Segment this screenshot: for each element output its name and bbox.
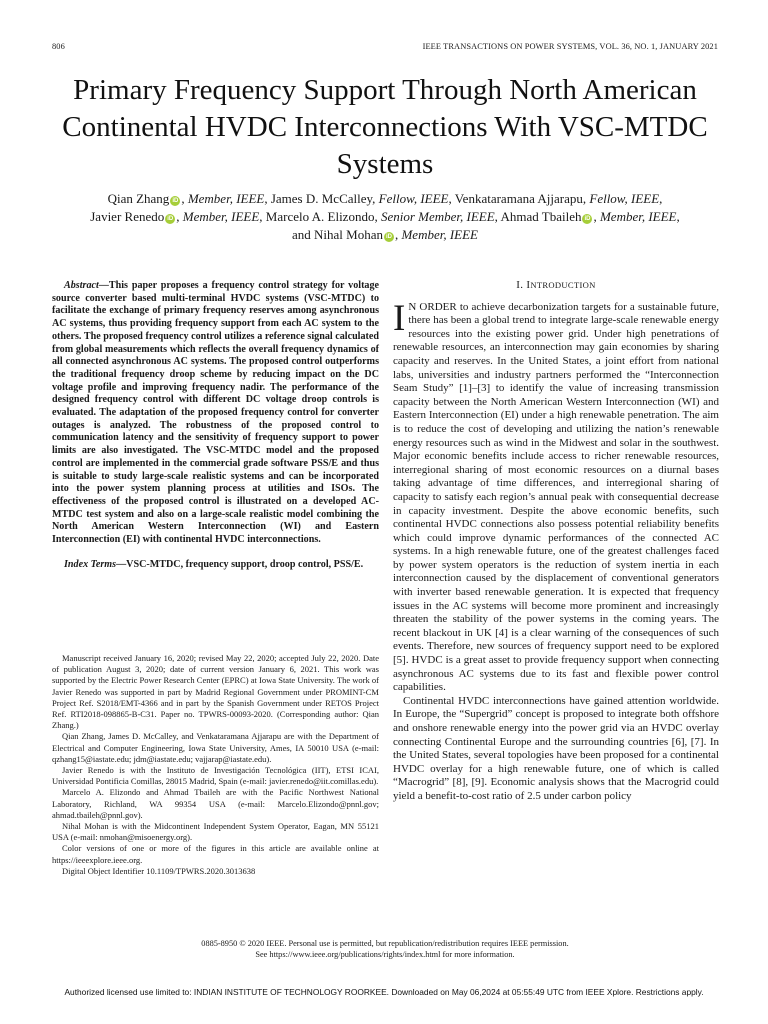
footnote: Marcelo A. Elizondo and Ahmad Tbaileh are with the Pacific Northwest National Laboratory, Richland, WA 99354 USA (e-mail: Marcelo.Elizondo@pnnl.gov; ahmad.tbaileh@pnnl.gov). (52, 787, 379, 820)
right-column (393, 279, 719, 804)
intro-paragraph: I N ORDER to achieve decarbonization targets for a sustainable future, there has been a global trend to integrate large-scale renewable energy resources into the existing power grid. Under high penetrations of renewable resources, an interconnection may gain economies by sharing capacity and reserves. In the United States, a joint effort from national labs, universities and industry partners performed the “Interconnection Seam Study” [1]–[3] to identify the value of increasing transmission capacity between the North American Western Interconnection (WI) and Eastern Interconnection (EI) under a high renewable penetration. The aim is to reduce the cost of developing and utilizing the nation’s renewable energy resources such as wind in the Midwest and solar in the southwest. Major economic benefits include access to richer renewable resources, interregional sharing of most economic resources on a diurnal bases taking advantage of time differences, and interregional sharing of capacity to satisfy each region’s annual peak with consequential decrease in capacity investment. Despite the above economic benefits, such continental HVDC connections also possess potential reliability benefits which could improve dynamic performances of the connected AC systems. In a high renewable future, one of the greatest challenges faced by power system operators is the reduction of system inertia in each interconnection caused by the displacement of conventional generators with inverter based renewable generation. It is expected that frequency issues in the AC systems will become more prominent and increasingly threaten the stability of the power systems in the coming years. The recent blackout in UK [4] is a clear warning of the consequences of such events. Therefore, new sources of frequency support need to be explored [5]. HVDC is a great asset to provide frequency support when connecting asynchronous AC systems due to its fast and flexible power control capabilities. (393, 297, 719, 694)
page-number: 806 (52, 42, 65, 51)
author: Javier Renedo iD , Member, IEEE, (90, 209, 266, 224)
author-list (40, 190, 730, 244)
author: Marcelo A. Elizondo, Senior Member, IEEE, (265, 209, 501, 224)
index-terms: Index Terms—VSC-MTDC, frequency support, droop control, PSS/E. (64, 558, 364, 570)
download-notice: Authorized licensed use limited to: INDIAN INSTITUTE OF TECHNOLOGY ROORKEE. Downloaded on May 06,2024 at 05:55:49 UTC from IEEE Xplore. Restrictions apply. (64, 987, 704, 997)
left-column (52, 280, 379, 571)
footnote: Manuscript received January 16, 2020; revised May 22, 2020; accepted July 22, 2020. Date of publication August 3, 2020; date of current version January 6, 2021. This work was supported by the Electric Power Research Center (EPRC) at Iowa State University. The work of Javier Renedo was supported in part by Madrid Regional Government under PROMINT-CM Project Ref. S2018/EMT-4366 and in part by the Spanish Government under RETOS Project Ref. RTI2018-098865-B-C31. Paper no. TPWRS-00093-2020. (Corresponding author: Qian Zhang.) (52, 653, 379, 731)
journal-header: IEEE TRANSACTIONS ON POWER SYSTEMS, VOL. 36, NO. 1, JANUARY 2021 (422, 42, 718, 51)
author: and Nihal Mohan iD , Member, IEEE (291, 227, 478, 242)
footnote: Digital Object Identifier 10.1109/TPWRS.2020.3013638 (62, 865, 256, 876)
orcid-icon[interactable]: iD (385, 234, 392, 240)
section-heading: I. INTRODUCTION (516, 279, 596, 291)
paper-title: Primary Frequency Support Through North American Continental HVDC Interconnections With VSC-MTDC Systems (62, 74, 708, 180)
author: Ahmad Tbaileh iD , Member, IEEE, (500, 209, 680, 224)
intro-paragraph: Continental HVDC interconnections have gained attention worldwide. In Europe, the “Supergrid” concept is proposed to integrate both offshore and onshore renewable energy into the power grid via an HVDC overlay connecting Continental Europe and the surrounding countries [6], [7]. In the United States, several topologies have been proposed for a continental HVDC overlay for a high renewable future, one of which is called “Macrogrid” [8], [9]. Economic analysis shows that the Macrogrid could yield a benefit-to-cost ratio of 2.5 under carbon policy (393, 694, 719, 802)
copyright-footer: 0885-8950 © 2020 IEEE. Personal use is permitted, but republication/redistribution requires IEEE permission. See https://www.ieee.org/publications/rights/index.html for more information. (201, 939, 569, 959)
footnote: Color versions of one or more of the figures in this article are available online at https://ieeexplore.ieee.org. (52, 843, 379, 865)
orcid-icon[interactable]: iD (172, 198, 179, 204)
author: Venkataramana Ajjarapu, Fellow, IEEE, (454, 191, 663, 206)
footnotes (52, 653, 379, 877)
abstract: Abstract—This paper proposes a frequency control strategy for voltage source converter based multi-terminal HVDC systems (VSC-MTDC) to facilitate the exchange of primary frequency reserves among asynchronous AC systems, thus providing frequency support from each AC system to the others. The proposed frequency control utilizes a reference signal calculated from global measurements which reflects the overall frequency dynamics of all connected asynchronous AC systems. The proposed control outperforms the traditional frequency droop scheme by reducing impact on the DC voltage profile and improving frequency nadir. The performance of the designed frequency control with different DC voltage droop controls is evaluated. The adaptation of the proposed frequency control for converter outages is analyzed. The robustness of the proposed control to communication latency and the sensitivity of frequency support to power limits are also investigated. The VSC-MTDC model and the proposed control are implemented in the commercial grade software PSS/E and thus is suitable to study large-scale realistic systems and can be incorporated into the power system planning process at utilities and ISOs. The effectiveness of the proposed control is illustrated on a developed AC-MTDC test system and also on a large-scale realistic model combining the North American Western Interconnection (WI) and Eastern Interconnection (EI) with continental HVDC interconnections. (52, 280, 379, 546)
footnote: Javier Renedo is with the Instituto de Investigación Tecnológica (IIT), ETSI ICAI, Universidad Pontificia Comillas, 28015 Madrid, Spain (e-mail: javier.renedo@iit.comillas.edu). (52, 765, 379, 787)
footnote: Qian Zhang, James D. McCalley, and Venkataramana Ajjarapu are with the Department of Electrical and Computer Engineering, Iowa State University, Ames, IA 50010 USA (e-mail: qzhang15@iastate.edu; jdm@iastate.edu; vajjarap@iastate.edu). (52, 731, 379, 764)
orcid-icon[interactable]: iD (584, 216, 591, 222)
drop-cap: I (393, 297, 406, 339)
author: James D. McCalley, Fellow, IEEE, (270, 191, 455, 206)
orcid-icon[interactable]: iD (167, 216, 174, 222)
footnote: Nihal Mohan is with the Midcontinent Independent System Operator, Eagan, MN 55121 USA (e-mail: nmohan@misoenergy.org). (52, 821, 379, 843)
author: Qian Zhang iD , Member, IEEE, (107, 191, 271, 206)
